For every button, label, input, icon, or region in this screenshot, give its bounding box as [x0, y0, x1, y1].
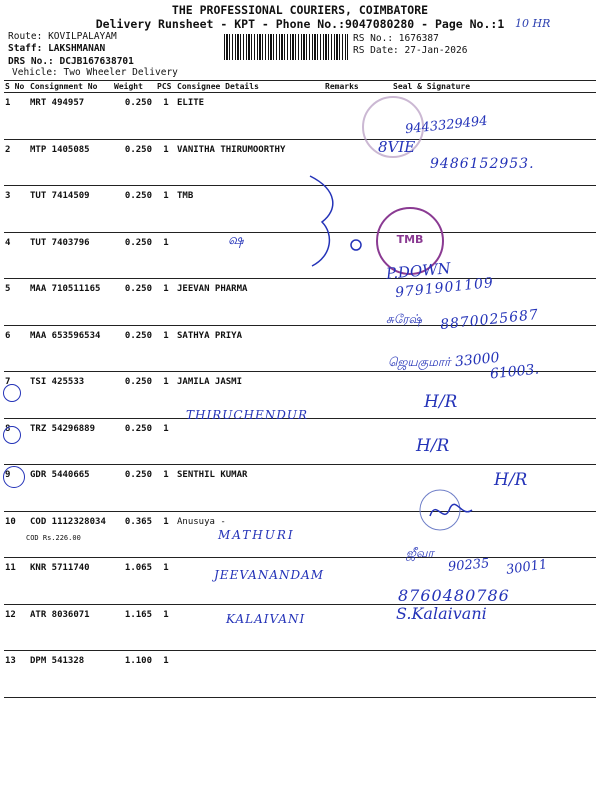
handwritten-phone: 9486152953. [430, 156, 535, 172]
handwritten-remark: H/R [424, 392, 458, 412]
row-pcs: 1 [156, 186, 176, 233]
row-consignee: SENTHIL KUMAR [176, 465, 324, 512]
row-weight: 1.165 [113, 604, 156, 651]
table-row [4, 93, 596, 140]
col-consignment: Consignment No [29, 81, 113, 93]
row-remarks [324, 279, 371, 326]
row-remarks [324, 372, 371, 419]
col-remarks: Remarks [324, 81, 371, 93]
row-consignment: MAA 710511165 [29, 279, 113, 326]
row-consignment [26, 511, 113, 558]
row-consignee: JAMILA JASMI [176, 372, 324, 419]
row-weight: 1.100 [113, 651, 156, 698]
row-consignee: ELITE [176, 93, 324, 140]
row-sno: 13 [4, 651, 29, 698]
row-seal [371, 418, 596, 465]
row-seal [371, 651, 596, 698]
handwritten-signature: S.Kalaivani [396, 604, 487, 623]
row-sno: 7 [4, 372, 29, 419]
col-consignee: Consignee Details [176, 81, 324, 93]
col-weight: Weight [113, 81, 156, 93]
vehicle-label: Vehicle: [12, 67, 58, 78]
row-consignment: MRT 494957 [29, 93, 113, 140]
table-row [4, 511, 596, 558]
handwritten-signature: 8VIE [378, 138, 416, 156]
rs-no-line [353, 33, 439, 44]
row-weight: 0.250 [113, 93, 156, 140]
vehicle-line [12, 67, 178, 78]
row-pcs: 1 [156, 232, 176, 279]
handwritten-phone: 8760480786 [398, 586, 510, 605]
row-consignee [176, 418, 324, 465]
row-weight: 0.250 [113, 372, 156, 419]
rs-date-line [353, 45, 467, 56]
handwritten-name: THIRUCHENDUR [186, 408, 309, 422]
handwritten-name: KALAIVANI [226, 612, 306, 626]
col-pcs: PCS [156, 81, 176, 93]
row-consignment: TUT 7403796 [29, 232, 113, 279]
handwritten-signature: ஷ [228, 232, 244, 248]
row-sno: 5 [4, 279, 29, 326]
handwritten-tamil: ஜீவா [406, 546, 434, 560]
route-label: Route: [8, 31, 43, 42]
row-pcs: 1 [156, 418, 176, 465]
row-consignment: TUT 7414509 [29, 186, 113, 233]
row-pcs: 1 [156, 325, 176, 372]
row-weight: 1.065 [113, 558, 156, 605]
handwritten-phone: 9443329494 [404, 113, 489, 138]
table-row [4, 651, 596, 698]
row-remarks [324, 418, 371, 465]
row-weight: 0.250 [113, 232, 156, 279]
row-weight: 0.250 [113, 139, 156, 186]
row-consignee: Anusuya - [176, 511, 324, 558]
handwritten-tamil: சுரேஷ் [386, 312, 422, 326]
serial-circle [3, 466, 25, 488]
tmb-stamp-text: TMB [396, 233, 424, 246]
row-pcs: 1 [156, 604, 176, 651]
row-remarks [324, 465, 371, 512]
row-sno: 6 [4, 325, 29, 372]
staff-label: Staff: [8, 43, 43, 54]
row-weight: 0.250 [113, 279, 156, 326]
handwritten-tamil: ஜெயகுமார் [388, 355, 451, 369]
row-sno: 10 [4, 511, 29, 558]
barcode [224, 34, 348, 60]
rs-no-label: RS No.: [353, 33, 394, 44]
signature-scribble [410, 488, 490, 532]
row-pcs: 1 [156, 372, 176, 419]
table-row [4, 418, 596, 465]
handwritten-number: 90235 [447, 556, 490, 575]
handwritten-number: 61003. [489, 361, 540, 383]
handwritten-phone: 8870025687 [439, 306, 540, 334]
route-value: KOVILPALAYAM [48, 31, 117, 42]
rs-date-value: 27-Jan-2026 [404, 45, 468, 56]
handwritten-signature: P.DOWN [385, 259, 452, 283]
rs-no-value: 1676387 [398, 33, 439, 44]
row-pcs: 1 [156, 465, 176, 512]
row-remarks [324, 325, 371, 372]
row-pcs: 1 [156, 93, 176, 140]
row-remarks [324, 651, 371, 698]
row-weight: 0.250 [113, 418, 156, 465]
row-sno: 2 [4, 139, 29, 186]
row-weight: 0.365 [113, 511, 156, 558]
row-pcs: 1 [156, 279, 176, 326]
vehicle-value: Two Wheeler Delivery [63, 67, 178, 78]
row-consignment: TRZ 54296889 [29, 418, 113, 465]
route-line [8, 31, 117, 42]
cod-amount: COD Rs.226.00 [26, 533, 81, 542]
row-consignment: KNR 5711740 [29, 558, 113, 605]
handwritten-number: 30011 [505, 557, 549, 578]
handwritten-remark: H/R [416, 436, 450, 456]
col-seal: Seal & Signature [371, 81, 596, 93]
rs-date-label: RS Date: [353, 45, 399, 56]
row-pcs: 1 [156, 651, 176, 698]
runsheet-subtitle: Delivery Runsheet - KPT - Phone No.:9047080280 - Page No.:1 [95, 17, 505, 31]
row-consignee [176, 651, 324, 698]
row-sno: 11 [4, 558, 29, 605]
row-pcs: 1 [156, 511, 176, 558]
row-consignment-value: COD 1112328034 [30, 516, 106, 527]
row-sno: 8 [4, 418, 29, 465]
row-sno: 12 [4, 604, 29, 651]
row-weight: 0.250 [113, 465, 156, 512]
table-header-row [4, 81, 596, 93]
row-consignment: MAA 653596534 [29, 325, 113, 372]
row-pcs: 1 [156, 558, 176, 605]
handwritten-name: MATHURI [218, 528, 295, 542]
row-consignee: VANITHA THIRUMOORTHY [176, 139, 324, 186]
row-consignment: MTP 1405085 [29, 139, 113, 186]
table-row [4, 604, 596, 651]
row-weight: 0.250 [113, 325, 156, 372]
serial-circle [3, 384, 21, 402]
drs-line [8, 56, 134, 67]
row-sno: 9 [4, 465, 29, 512]
company-title: THE PROFESSIONAL COURIERS, COIMBATORE [171, 3, 429, 17]
row-consignee [176, 604, 324, 651]
row-consignee: SATHYA PRIYA [176, 325, 324, 372]
row-consignment: TSI 425533 [29, 372, 113, 419]
staff-line [8, 43, 105, 54]
row-weight: 0.250 [113, 186, 156, 233]
handwritten-name: JEEVANANDAM [214, 568, 325, 582]
row-sno: 4 [4, 232, 29, 279]
row-sno: 1 [4, 93, 29, 140]
handwritten-remark: H/R [494, 470, 528, 490]
staff-value: LAKSHMANAN [48, 43, 106, 54]
row-remarks [324, 511, 371, 558]
row-consignment: ATR 8036071 [29, 604, 113, 651]
row-remarks [324, 558, 371, 605]
row-consignee: TMB [176, 186, 324, 233]
serial-circle [3, 426, 21, 444]
row-consignee: JEEVAN PHARMA [176, 279, 324, 326]
row-sno: 3 [4, 186, 29, 233]
drs-label: DRS No.: [8, 56, 54, 67]
handwritten-note: 10 HR [515, 17, 551, 30]
drs-value: DCJB167638701 [59, 56, 134, 67]
handwritten-number: 33000 [454, 349, 501, 371]
row-consignment: DPM 541328 [29, 651, 113, 698]
row-remarks [324, 604, 371, 651]
bracket-scribble [298, 170, 368, 270]
row-consignment: GDR 5440665 [29, 465, 113, 512]
row-seal [371, 372, 596, 419]
handwritten-phone: 9791901109 [394, 274, 495, 302]
col-sno: S No [4, 81, 29, 93]
row-pcs: 1 [156, 139, 176, 186]
